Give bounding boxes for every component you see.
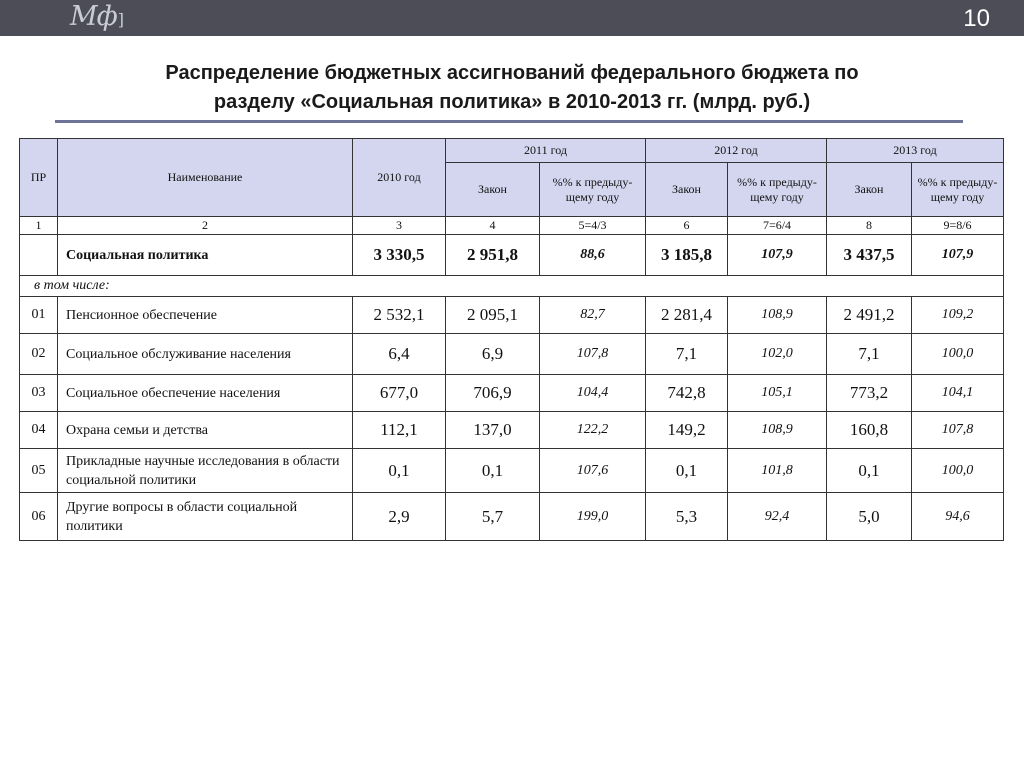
row-2013-pct: 100,0 (912, 334, 1004, 375)
header-name: Наименование (58, 139, 353, 217)
total-2011-law: 2 951,8 (446, 235, 540, 276)
row-2013-law: 5,0 (827, 493, 912, 541)
total-name: Социальная политика (58, 235, 353, 276)
row-pr: 05 (20, 449, 58, 493)
total-pr (20, 235, 58, 276)
row-pr: 06 (20, 493, 58, 541)
row-2010: 6,4 (353, 334, 446, 375)
row-2012-law: 7,1 (646, 334, 728, 375)
table-row (20, 449, 1004, 493)
row-2012-law: 2 281,4 (646, 297, 728, 334)
total-2010: 3 330,5 (353, 235, 446, 276)
table-row (20, 412, 1004, 449)
header-2013-law: Закон (827, 163, 912, 217)
total-2012-pct: 107,9 (728, 235, 827, 276)
index-cell: 2 (58, 217, 353, 235)
row-2011-pct: 82,7 (540, 297, 646, 334)
header-2013-pct: %% к предыду-щему году (912, 163, 1004, 217)
page-number: 10 (963, 5, 990, 32)
row-2010: 677,0 (353, 375, 446, 412)
header-row-years (20, 139, 1004, 163)
row-2011-pct: 199,0 (540, 493, 646, 541)
index-cell: 1 (20, 217, 58, 235)
including-row (20, 276, 1004, 297)
slide-title (20, 59, 1004, 117)
row-2010: 0,1 (353, 449, 446, 493)
row-2013-law: 160,8 (827, 412, 912, 449)
index-row (20, 217, 1004, 235)
row-pr: 01 (20, 297, 58, 334)
row-name: Прикладные научные исследования в области социальной политики (58, 449, 353, 493)
total-row (20, 235, 1004, 276)
table-row (20, 493, 1004, 541)
row-name: Охрана семьи и детства (58, 412, 353, 449)
header-2011: 2011 год (446, 139, 646, 163)
row-2013-pct: 94,6 (912, 493, 1004, 541)
row-2011-law: 5,7 (446, 493, 540, 541)
total-2013-pct: 107,9 (912, 235, 1004, 276)
row-pr: 02 (20, 334, 58, 375)
row-2011-law: 6,9 (446, 334, 540, 375)
header-pr: ПР (20, 139, 58, 217)
row-2011-law: 0,1 (446, 449, 540, 493)
row-2011-pct: 104,4 (540, 375, 646, 412)
including-label: в том числе: (20, 276, 1004, 297)
row-2013-law: 773,2 (827, 375, 912, 412)
row-name: Социальное обеспечение населения (58, 375, 353, 412)
row-name: Пенсионное обеспечение (58, 297, 353, 334)
row-2010: 2 532,1 (353, 297, 446, 334)
row-2012-pct: 105,1 (728, 375, 827, 412)
row-2011-law: 706,9 (446, 375, 540, 412)
row-2010: 2,9 (353, 493, 446, 541)
row-2013-law: 0,1 (827, 449, 912, 493)
row-pr: 04 (20, 412, 58, 449)
row-2011-law: 2 095,1 (446, 297, 540, 334)
row-2012-law: 5,3 (646, 493, 728, 541)
title-line-2: разделу «Социальная политика» в 2010-2013 гг. (млрд. руб.) (213, 91, 811, 113)
row-2012-pct: 102,0 (728, 334, 827, 375)
total-2011-pct: 88,6 (540, 235, 646, 276)
table-row (20, 334, 1004, 375)
row-2012-law: 742,8 (646, 375, 728, 412)
total-2012-law: 3 185,8 (646, 235, 728, 276)
row-name: Другие вопросы в области социальной политики (58, 493, 353, 541)
index-cell: 3 (353, 217, 446, 235)
row-2012-pct: 108,9 (728, 412, 827, 449)
logo-tail: ] (117, 10, 124, 29)
title-rule (55, 120, 963, 123)
row-2011-pct: 122,2 (540, 412, 646, 449)
row-2013-law: 7,1 (827, 334, 912, 375)
row-2012-pct: 108,9 (728, 297, 827, 334)
title-line-1: Распределение бюджетных ассигнований федерального бюджета по (165, 62, 859, 84)
row-2011-pct: 107,6 (540, 449, 646, 493)
header-2011-law: Закон (446, 163, 540, 217)
table-row (20, 375, 1004, 412)
row-2012-pct: 101,8 (728, 449, 827, 493)
header-2012-pct: %% к предыду-щему году (728, 163, 827, 217)
budget-table (19, 138, 1004, 541)
header-2013: 2013 год (827, 139, 1004, 163)
table-row (20, 297, 1004, 334)
row-2013-pct: 100,0 (912, 449, 1004, 493)
row-2011-law: 137,0 (446, 412, 540, 449)
total-2013-law: 3 437,5 (827, 235, 912, 276)
index-cell: 5=4/3 (540, 217, 646, 235)
row-2013-pct: 104,1 (912, 375, 1004, 412)
header-2012: 2012 год (646, 139, 827, 163)
index-cell: 6 (646, 217, 728, 235)
row-2012-law: 0,1 (646, 449, 728, 493)
row-2012-law: 149,2 (646, 412, 728, 449)
ministry-logo (70, 1, 123, 32)
row-2013-law: 2 491,2 (827, 297, 912, 334)
index-cell: 7=6/4 (728, 217, 827, 235)
row-2010: 112,1 (353, 412, 446, 449)
row-2013-pct: 109,2 (912, 297, 1004, 334)
row-pr: 03 (20, 375, 58, 412)
header-2010: 2010 год (353, 139, 446, 217)
index-cell: 8 (827, 217, 912, 235)
row-2012-pct: 92,4 (728, 493, 827, 541)
header-2012-law: Закон (646, 163, 728, 217)
logo-letters: Мф (70, 1, 117, 32)
top-bar (0, 0, 1024, 36)
index-cell: 9=8/6 (912, 217, 1004, 235)
header-2011-pct: %% к предыду-щему году (540, 163, 646, 217)
row-2011-pct: 107,8 (540, 334, 646, 375)
row-2013-pct: 107,8 (912, 412, 1004, 449)
row-name: Социальное обслуживание населения (58, 334, 353, 375)
index-cell: 4 (446, 217, 540, 235)
